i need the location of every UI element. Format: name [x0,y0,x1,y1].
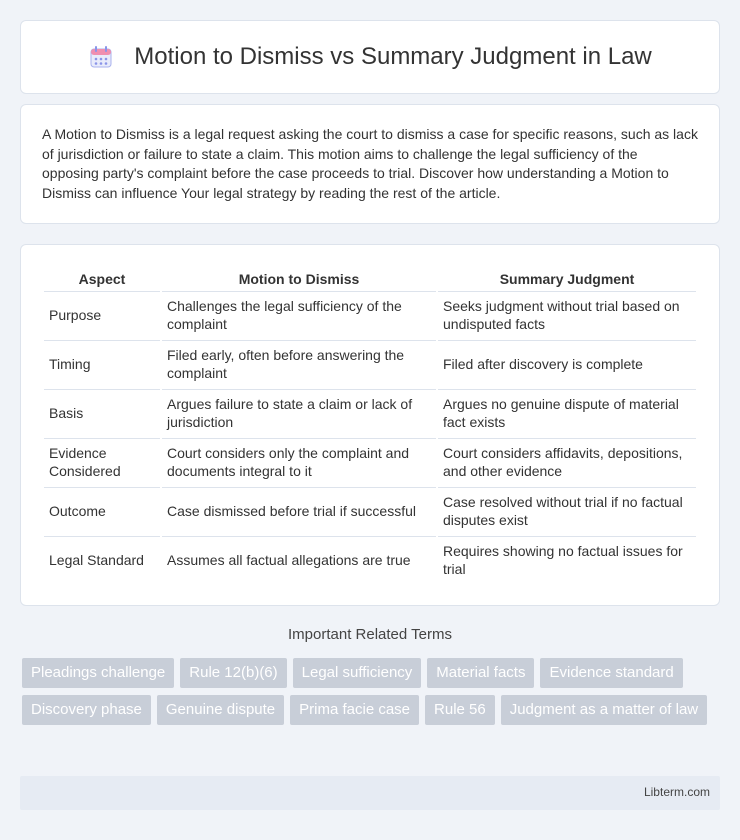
intro-card [20,104,720,224]
cell-summary-judgment: Requires showing no factual issues for trial [438,536,696,583]
comparison-card [20,244,720,606]
related-terms-title: Important Related Terms [288,626,452,643]
footer [20,776,720,810]
table-row [44,340,696,387]
cell-aspect: Evidence Considered [44,438,160,485]
header-motion-to-dismiss: Motion to Dismiss [238,271,360,287]
cell-motion-to-dismiss: Assumes all factual allegations are true [162,536,436,583]
footer-site[interactable]: Libterm.com [643,785,710,799]
related-term-tag[interactable]: Pleadings challenge [22,658,174,688]
table-row [44,291,696,338]
page-title: Motion to Dismiss vs Summary Judgment in Law [134,43,652,70]
related-term-tag[interactable]: Material facts [427,658,534,688]
calendar-icon [88,44,114,70]
cell-aspect: Outcome [44,487,160,534]
table-row [44,389,696,436]
cell-motion-to-dismiss: Court considers only the complaint and documents integral to it [162,438,436,485]
cell-aspect: Purpose [44,291,160,338]
cell-summary-judgment: Court considers affidavits, depositions, and other evidence [438,438,696,485]
table-row [44,438,696,485]
related-term-tag[interactable]: Discovery phase [22,695,151,725]
cell-motion-to-dismiss: Challenges the legal sufficiency of the complaint [162,291,436,338]
cell-summary-judgment: Case resolved without trial if no factual disputes exist [438,487,696,534]
related-term-tag[interactable]: Evidence standard [540,658,682,688]
intro-text: A Motion to Dismiss is a legal request asking the court to dismiss a case for specific reasons, such as lack of jurisdiction or failure to state a claim. This motion aims to challenge the legal sufficiency of the opposing party's complaint before the case proceeds to trial. Discover how understanding a Motion to Dismiss can influence Your legal strategy by reading the rest of the article. [42,126,698,201]
related-term-tag[interactable]: Judgment as a matter of law [501,695,707,725]
table-header-row [44,269,696,289]
related-term-tag[interactable]: Legal sufficiency [293,658,422,688]
table-row [44,536,696,583]
cell-motion-to-dismiss: Filed early, often before answering the complaint [162,340,436,387]
header-aspect: Aspect [78,271,126,287]
cell-aspect: Legal Standard [44,536,160,583]
header-card [20,20,720,94]
related-term-tag[interactable]: Rule 12(b)(6) [180,658,286,688]
table-row [44,487,696,534]
cell-aspect: Timing [44,340,160,387]
cell-aspect: Basis [44,389,160,436]
cell-motion-to-dismiss: Argues failure to state a claim or lack of jurisdiction [162,389,436,436]
cell-motion-to-dismiss: Case dismissed before trial if successful [162,487,436,534]
cell-summary-judgment: Argues no genuine dispute of material fact exists [438,389,696,436]
cell-summary-judgment: Seeks judgment without trial based on undisputed facts [438,291,696,338]
related-terms-list [22,658,722,732]
table-body [44,291,696,583]
related-term-tag[interactable]: Prima facie case [290,695,419,725]
cell-summary-judgment: Filed after discovery is complete [438,340,696,387]
related-term-tag[interactable]: Genuine dispute [157,695,284,725]
related-term-tag[interactable]: Rule 56 [425,695,495,725]
comparison-table [42,267,698,585]
header-summary-judgment: Summary Judgment [499,271,635,287]
